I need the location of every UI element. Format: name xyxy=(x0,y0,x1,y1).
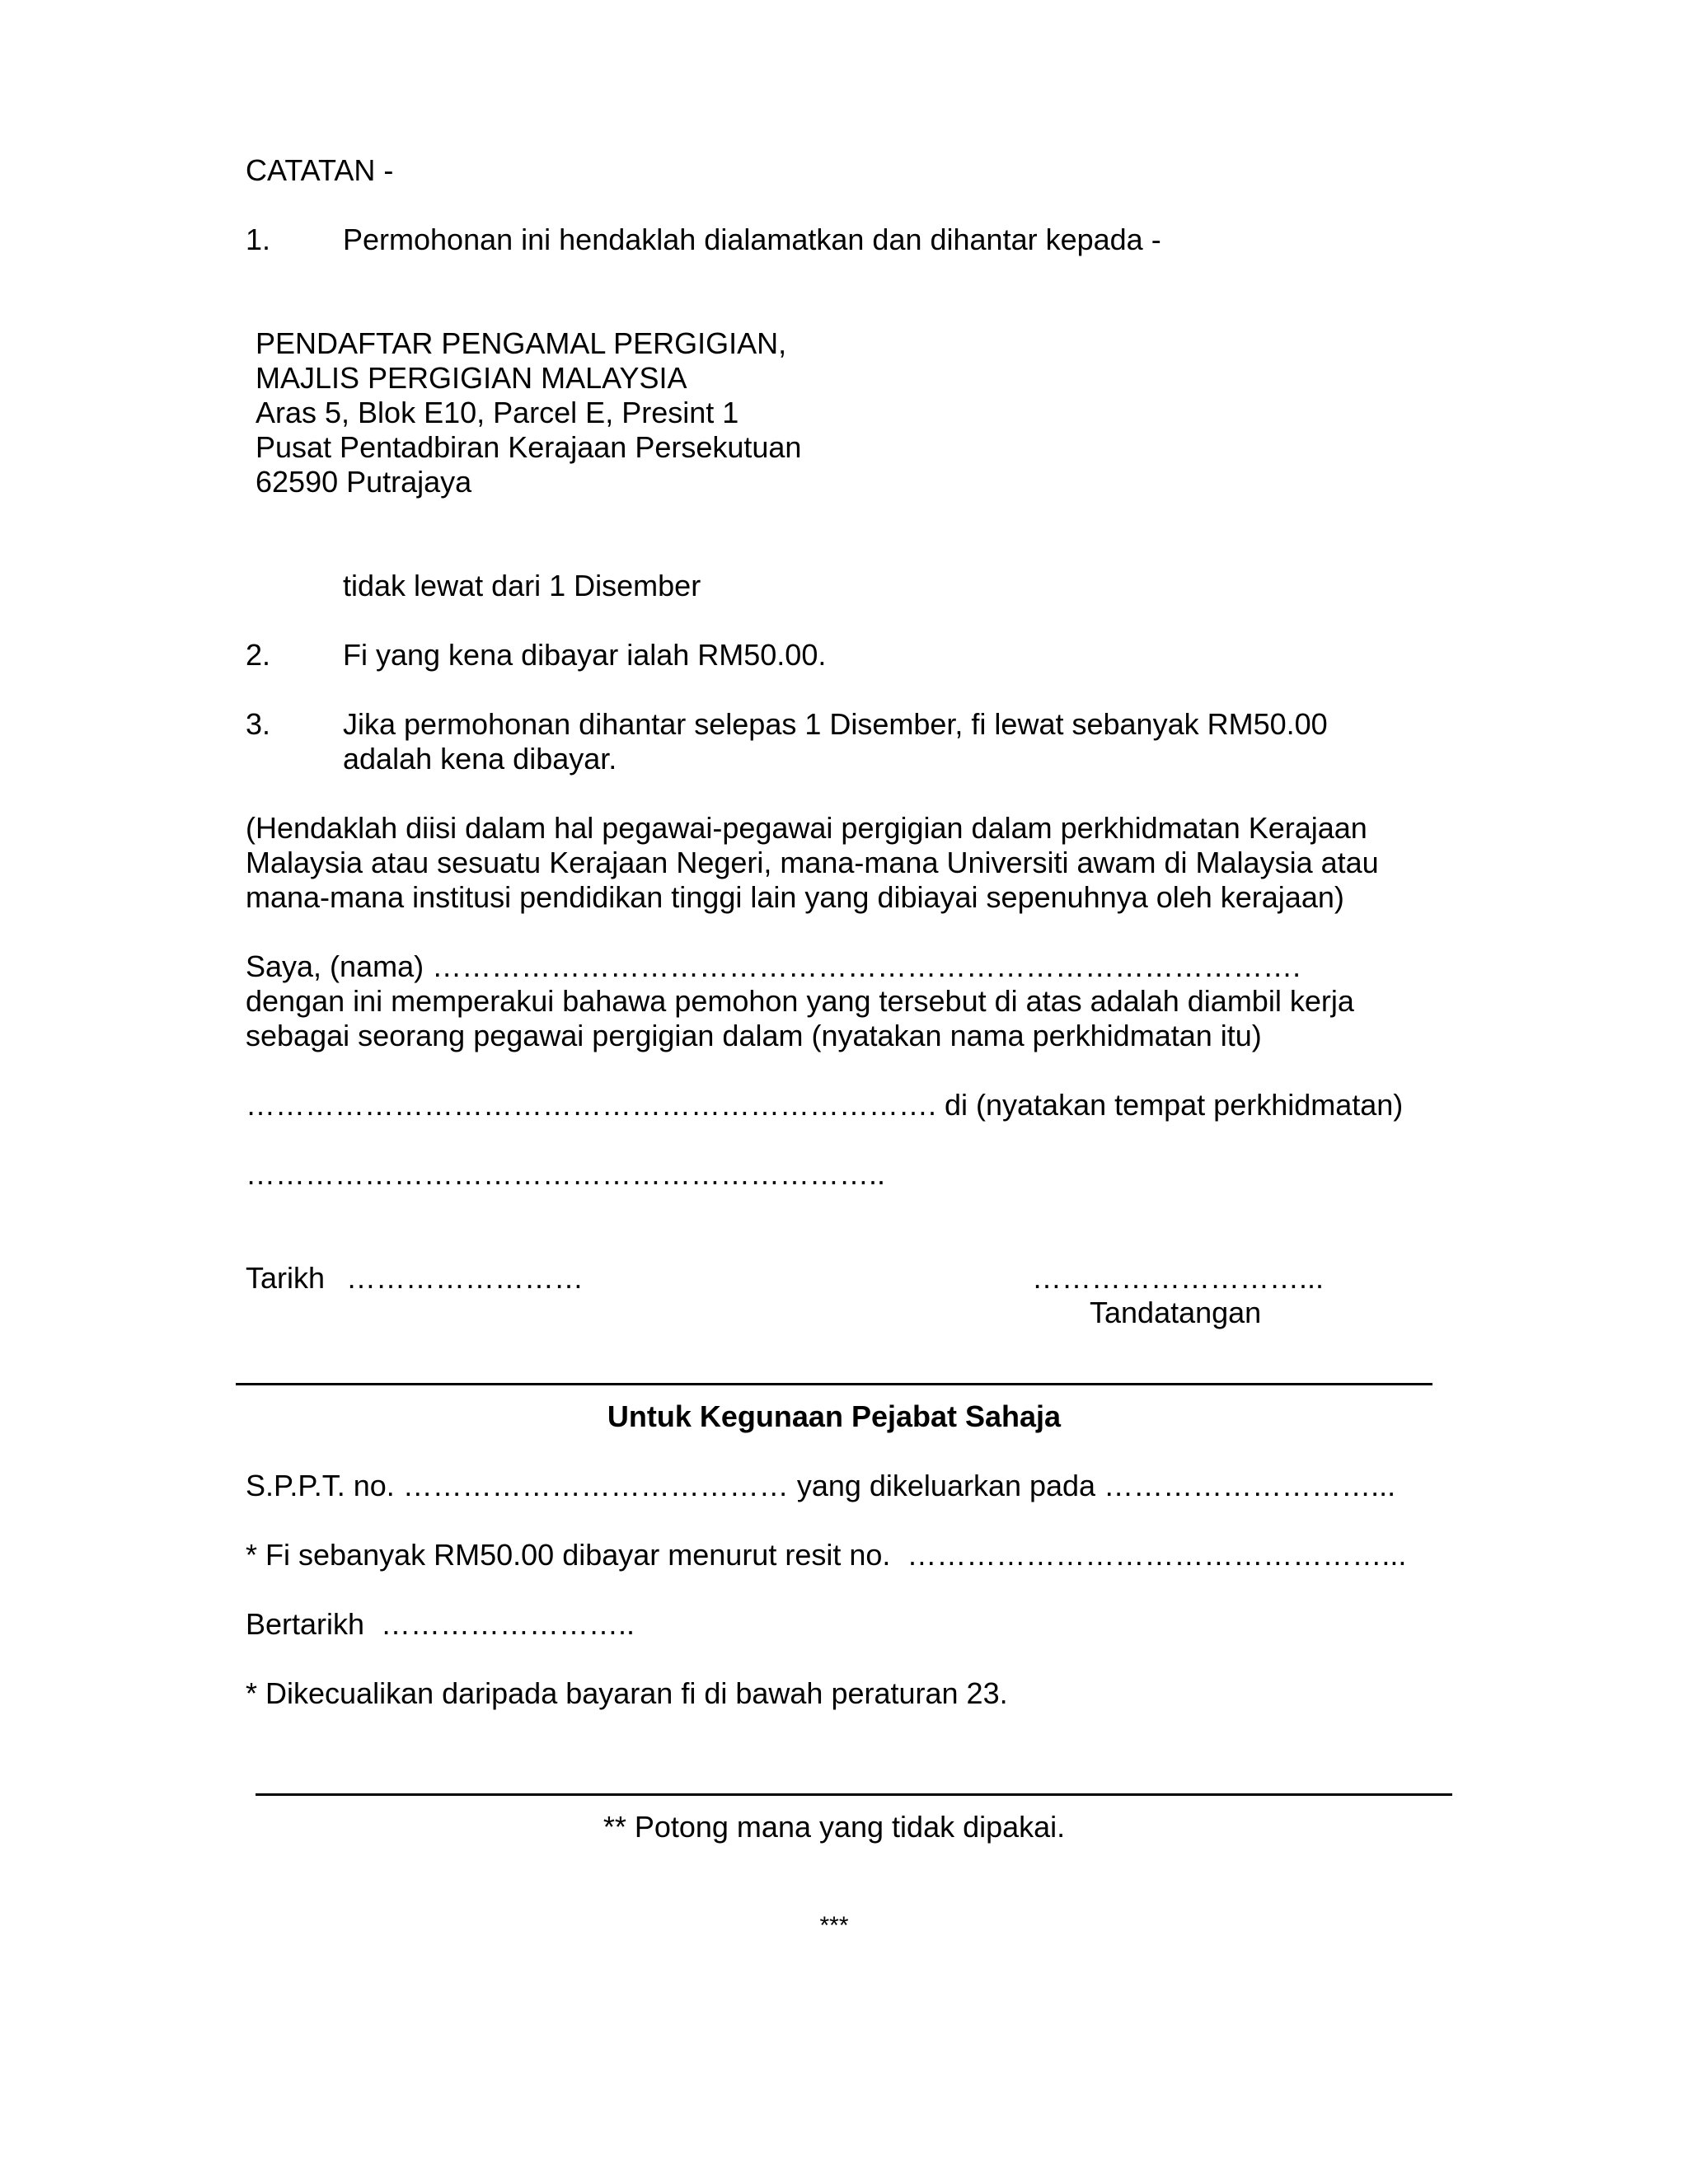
note-line-2: Malaysia atau sesuatu Kerajaan Negeri, mana-mana Universiti awam di Malaysia atau xyxy=(246,846,1379,879)
address-line-3: Aras 5, Blok E10, Parcel E, Presint 1 xyxy=(256,396,739,429)
item-3-number: 3. xyxy=(246,707,271,741)
deadline-text: tidak lewat dari 1 Disember xyxy=(343,569,701,602)
office-section-title: Untuk Kegunaan Pejabat Sahaja xyxy=(607,1399,1062,1433)
declaration-name-line[interactable]: Saya, (nama) ……………………………………………………………………………. xyxy=(246,949,1301,983)
item-2-text: Fi yang kena dibayar ialah RM50.00. xyxy=(343,638,827,672)
place-fill-line[interactable]: ……………………………………………………….. xyxy=(246,1157,886,1191)
declaration-line-2: dengan ini memperakui bahawa pemohon yang tersebut di atas adalah diambil kerja xyxy=(246,984,1354,1018)
item-2-number: 2. xyxy=(246,638,271,672)
note-line-3: mana-mana institusi pendidikan tinggi lain yang dibiayai sepenuhnya oleh kerajaan) xyxy=(246,880,1344,914)
service-fill-line[interactable]: ……………………………………………………………. di (nyatakan tempat perkhidmatan) xyxy=(246,1088,1404,1122)
date-label: Tarikh xyxy=(246,1261,326,1295)
address-line-5: 62590 Putrajaya xyxy=(256,465,472,499)
end-mark: *** xyxy=(819,1912,849,1939)
office-section-divider xyxy=(236,1383,1432,1385)
notes-heading: CATATAN - xyxy=(246,153,394,187)
note-line-1: (Hendaklah diisi dalam hal pegawai-pegawai pergigian dalam perkhidmatan Kerajaan xyxy=(246,811,1367,845)
footnote: ** Potong mana yang tidak dipakai. xyxy=(603,1810,1066,1844)
signature-label: Tandatangan xyxy=(1090,1296,1262,1329)
fee-receipt-line[interactable]: * Fi sebanyak RM50.00 dibayar menurut resit no. …………………………………………... xyxy=(246,1538,1407,1572)
signature-field[interactable]: ………………………... xyxy=(1032,1261,1325,1295)
item-3-line-2: adalah kena dibayar. xyxy=(343,742,617,776)
item-3-line-1: Jika permohonan dihantar selepas 1 Disember, fi lewat sebanyak RM50.00 xyxy=(343,707,1328,741)
sppt-line[interactable]: S.P.P.T. no. ………………………………… yang dikeluarkan pada ………………………... xyxy=(246,1469,1396,1502)
address-line-2: MAJLIS PERGIGIAN MALAYSIA xyxy=(256,361,687,395)
footer-divider xyxy=(256,1793,1452,1796)
item-1-text: Permohonan ini hendaklah dialamatkan dan dihantar kepada - xyxy=(343,223,1161,256)
address-line-1: PENDAFTAR PENGAMAL PERGIGIAN, xyxy=(256,326,787,360)
date-field[interactable]: …………………… xyxy=(346,1261,584,1295)
declaration-line-3: sebagai seorang pegawai pergigian dalam (nyatakan nama perkhidmatan itu) xyxy=(246,1019,1262,1052)
exemption-note: * Dikecualikan daripada bayaran fi di bawah peraturan 23. xyxy=(246,1676,1008,1710)
item-1-number: 1. xyxy=(246,223,271,256)
dated-line[interactable]: Bertarikh …………………….. xyxy=(246,1607,635,1641)
address-line-4: Pusat Pentadbiran Kerajaan Persekutuan xyxy=(256,430,802,464)
